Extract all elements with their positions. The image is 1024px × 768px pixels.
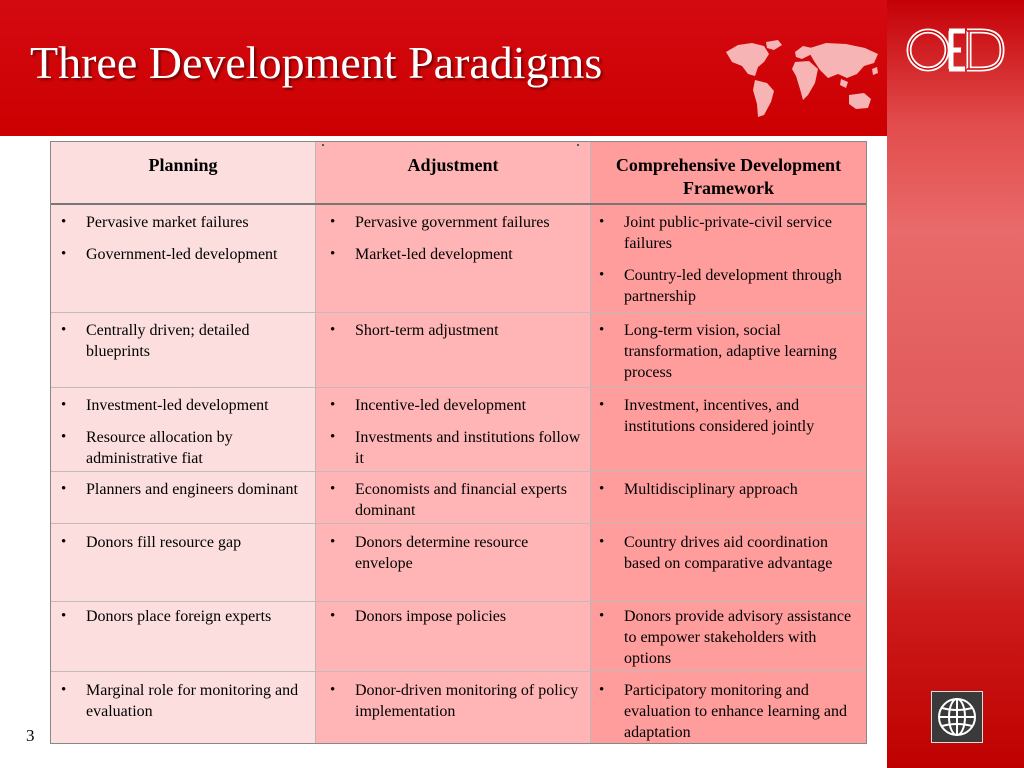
page-number: 3 <box>26 726 35 745</box>
bullet-icon: • <box>61 322 67 338</box>
bullet-text: Incentive-led development <box>355 397 527 414</box>
table-cell <box>320 680 588 722</box>
bullet-text: Centrally driven; detailed blueprints <box>86 322 250 360</box>
bullet-item <box>589 479 865 500</box>
table-cell <box>51 395 313 469</box>
world-map-icon <box>722 38 884 120</box>
bullet-text: Investment-led development <box>86 397 269 414</box>
bullet-text: Country-led development through partnership <box>624 267 842 305</box>
bullet-text: Resource allocation by administrative fiat <box>86 429 233 467</box>
bullet-text: Short-term adjustment <box>355 322 499 339</box>
bullet-icon: • <box>330 682 336 698</box>
bullet-icon: • <box>599 608 605 624</box>
bullet-icon: • <box>599 481 605 497</box>
bullet-item <box>320 244 588 265</box>
bullet-item <box>589 320 865 383</box>
table-cell <box>51 212 313 265</box>
bullet-text: Market-led development <box>355 246 513 263</box>
table-cell <box>51 320 313 362</box>
bullet-icon: • <box>61 429 67 445</box>
world-bank-logo <box>931 691 983 743</box>
bullet-item <box>51 680 313 722</box>
table-cell <box>320 479 588 521</box>
table-cell <box>51 606 313 627</box>
bullet-item <box>51 479 313 500</box>
table-cell <box>589 479 865 500</box>
header-planning: Planning <box>148 155 218 175</box>
bullet-item <box>51 532 313 553</box>
bullet-text: Country drives aid coordination based on comparative advantage <box>624 534 833 572</box>
bullet-text: Donor-driven monitoring of policy implementation <box>355 682 579 720</box>
header-cdf: Comprehensive Development Framework <box>615 155 842 198</box>
bullet-icon: • <box>599 322 605 338</box>
table-cell <box>320 606 588 627</box>
slide-title: Three Development Paradigms <box>30 37 603 88</box>
bullet-text: Donors fill resource gap <box>86 534 242 551</box>
table-cell <box>589 320 865 383</box>
bullet-text: Pervasive government failures <box>355 214 550 231</box>
header-divider <box>51 203 866 205</box>
header-adjustment: Adjustment <box>407 155 499 175</box>
bullet-icon: • <box>599 267 605 283</box>
bullet-icon: • <box>599 534 605 550</box>
bullet-item <box>320 395 588 416</box>
bullet-text: Marginal role for monitoring and evaluation <box>86 682 299 720</box>
bullet-icon: • <box>599 682 605 698</box>
bullet-item <box>320 680 588 722</box>
bullet-text: Investments and institutions follow it <box>355 429 581 467</box>
table-cell <box>320 395 588 469</box>
bullet-text: Multidisciplinary approach <box>624 481 798 498</box>
bullet-text: Government-led development <box>86 246 278 263</box>
row-divider <box>51 312 866 313</box>
bullet-icon: • <box>330 322 336 338</box>
row-divider <box>51 601 866 602</box>
bullet-icon: • <box>599 397 605 413</box>
bullet-item <box>589 606 865 669</box>
bullet-item <box>320 212 588 233</box>
bullet-icon: • <box>61 481 67 497</box>
bullet-text: Donors provide advisory assistance to empower stakeholders with options <box>624 608 852 667</box>
bullet-item <box>51 244 313 265</box>
table-cell <box>589 680 865 743</box>
globe-icon <box>935 695 979 739</box>
row-divider <box>51 671 866 672</box>
bullet-text: Donors impose policies <box>355 608 507 625</box>
row-divider <box>51 471 866 472</box>
bullet-item <box>589 680 865 743</box>
bullet-text: Planners and engineers dominant <box>86 481 298 498</box>
bullet-icon: • <box>330 608 336 624</box>
table-cell <box>589 532 865 574</box>
bullet-icon: • <box>330 246 336 262</box>
bullet-text: Pervasive market failures <box>86 214 249 231</box>
bullet-item <box>589 395 865 437</box>
bullet-text: Economists and financial experts dominant <box>355 481 567 519</box>
bullet-text: Donors determine resource envelope <box>355 534 529 572</box>
paradigm-table <box>50 141 867 744</box>
bullet-text: Investment, incentives, and institutions considered jointly <box>624 397 815 435</box>
bullet-text: Participatory monitoring and evaluation to enhance learning and adaptation <box>624 682 848 741</box>
table-cell <box>589 606 865 669</box>
table-cell <box>51 680 313 722</box>
bullet-item <box>320 532 588 574</box>
bullet-icon: • <box>330 534 336 550</box>
tick-mark <box>577 144 579 146</box>
oed-logo-icon <box>905 26 1007 74</box>
bullet-icon: • <box>61 682 67 698</box>
table-cell <box>51 479 313 500</box>
row-divider <box>51 387 866 388</box>
bullet-item <box>320 606 588 627</box>
bullet-item <box>51 427 313 469</box>
table-cell <box>320 212 588 265</box>
bullet-item <box>320 479 588 521</box>
bullet-text: Joint public-private-civil service failures <box>624 214 832 252</box>
bullet-item <box>320 320 588 341</box>
bullet-item <box>589 265 865 307</box>
bullet-icon: • <box>61 608 67 624</box>
bullet-icon: • <box>61 246 67 262</box>
bullet-item <box>51 395 313 416</box>
table-cell <box>51 532 313 553</box>
table-cell <box>320 532 588 574</box>
bullet-icon: • <box>330 429 336 445</box>
bullet-item <box>51 212 313 233</box>
bullet-icon: • <box>61 397 67 413</box>
bullet-icon: • <box>61 214 67 230</box>
bullet-icon: • <box>330 214 336 230</box>
bullet-text: Long-term vision, social transformation, adaptive learning process <box>624 322 837 381</box>
row-divider <box>51 523 866 524</box>
table-cell <box>589 395 865 437</box>
bullet-item <box>589 212 865 254</box>
bullet-icon: • <box>599 214 605 230</box>
right-sidebar <box>887 0 1024 768</box>
bullet-item <box>51 320 313 362</box>
tick-mark <box>322 144 324 146</box>
table-cell <box>320 320 588 341</box>
bullet-icon: • <box>330 397 336 413</box>
bullet-text: Donors place foreign experts <box>86 608 272 625</box>
bullet-item <box>320 427 588 469</box>
table-cell <box>589 212 865 307</box>
bullet-icon: • <box>61 534 67 550</box>
bullet-item <box>589 532 865 574</box>
bullet-icon: • <box>330 481 336 497</box>
bullet-item <box>51 606 313 627</box>
